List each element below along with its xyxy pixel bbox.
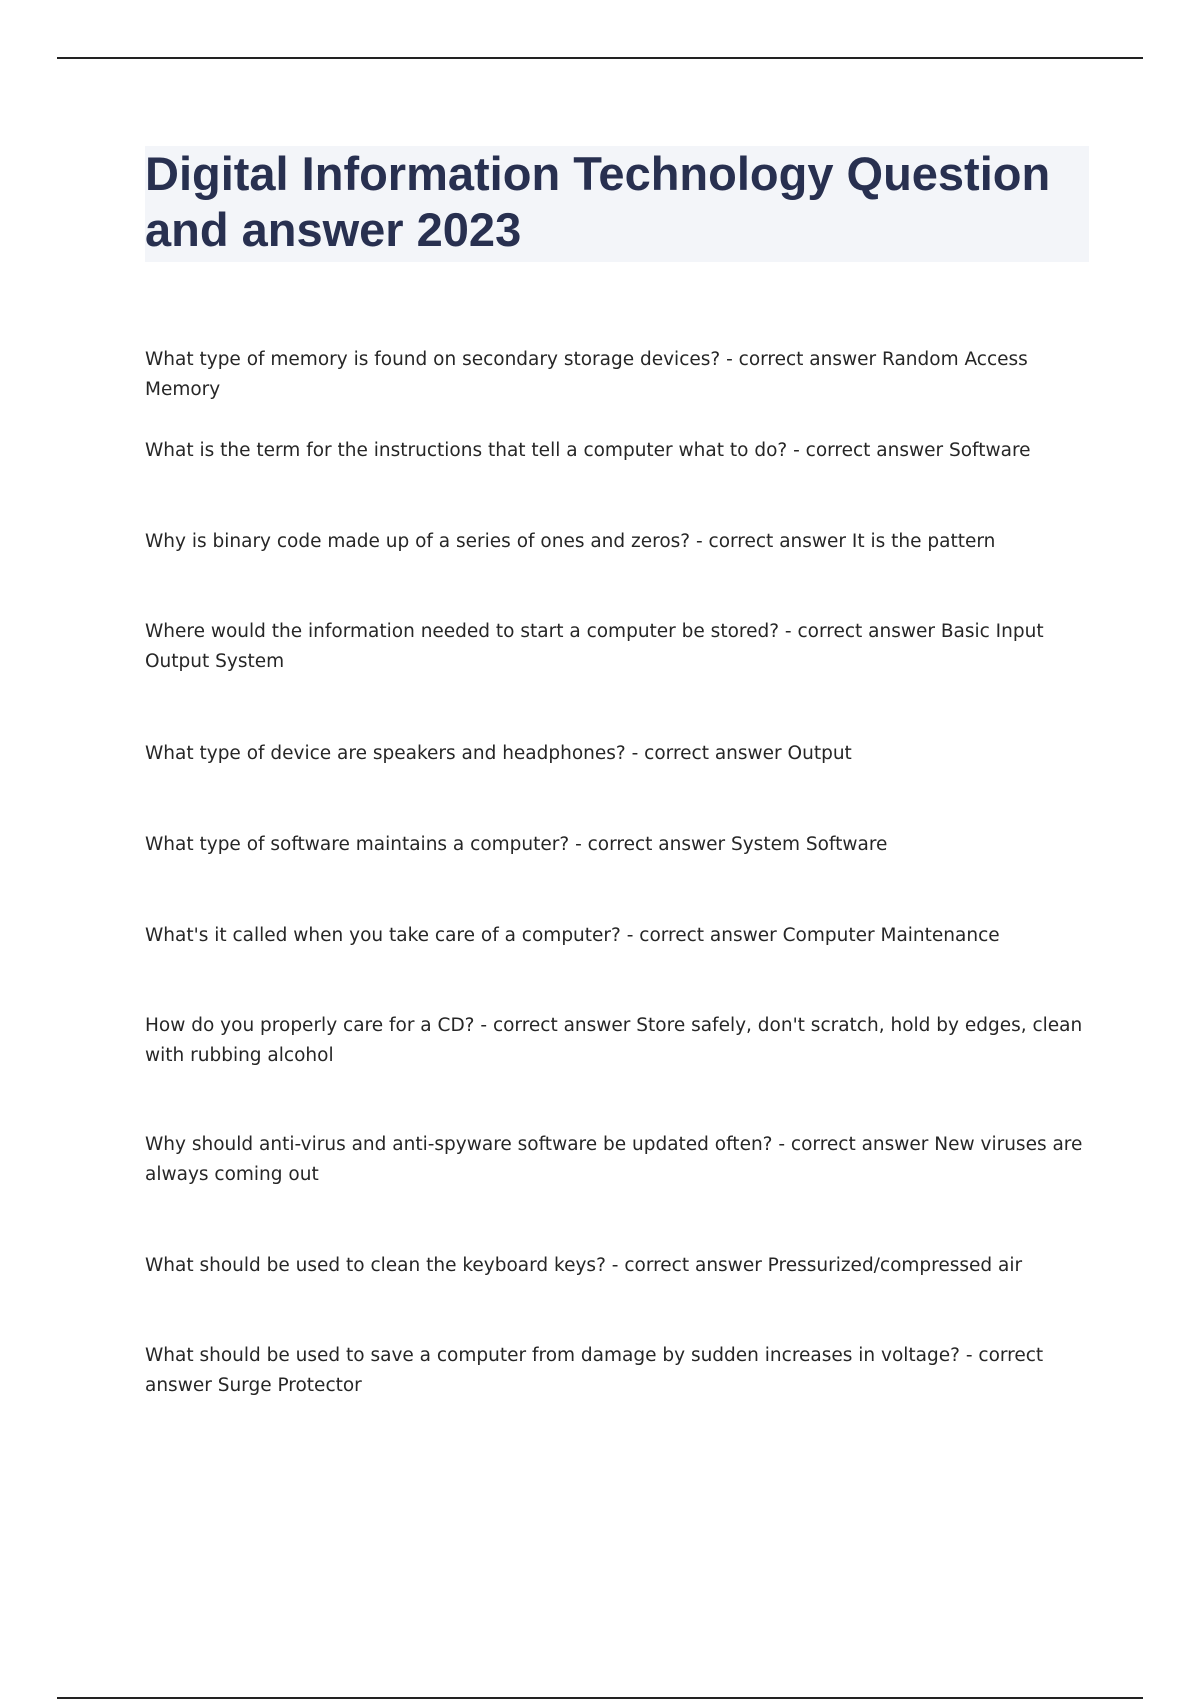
title-block: [145, 146, 1089, 262]
qa-item: Why should anti-virus and anti-spyware software be updated often? - correct answer New viruses are always coming out: [145, 1134, 1083, 1185]
qa-item: What type of software maintains a computer? - correct answer System Software: [145, 834, 888, 855]
qa-item: Where would the information needed to start a computer be stored? - correct answer Basic Input Output System: [145, 621, 1044, 672]
qa-item: What should be used to save a computer from damage by sudden increases in voltage? - correct answer Surge Protector: [145, 1345, 1044, 1396]
page-title: Digital Information Technology Question and answer 2023: [145, 147, 1051, 256]
qa-item: What type of memory is found on secondary storage devices? - correct answer Random Access Memory: [145, 349, 1028, 400]
qa-item: How do you properly care for a CD? - correct answer Store safely, don't scratch, hold by edges, clean with rubbing alcohol: [145, 1015, 1083, 1066]
qa-item: What type of device are speakers and headphones? - correct answer Output: [145, 743, 852, 764]
qa-item: Why is binary code made up of a series of ones and zeros? - correct answer It is the pattern: [145, 531, 996, 552]
header-divider: [57, 57, 1143, 59]
footer-divider: [57, 1697, 1143, 1699]
qa-item: What is the term for the instructions that tell a computer what to do? - correct answer Software: [145, 440, 1031, 461]
qa-item: What's it called when you take care of a computer? - correct answer Computer Maintenance: [145, 925, 1000, 946]
qa-item: What should be used to clean the keyboard keys? - correct answer Pressurized/compressed air: [145, 1255, 1023, 1276]
